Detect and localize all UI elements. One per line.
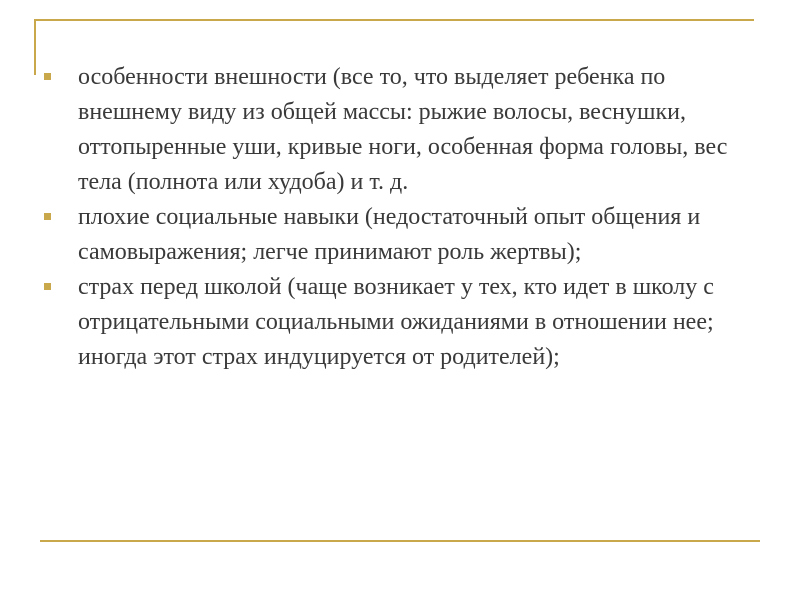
frame-bottom-line xyxy=(40,540,760,542)
frame-left-line xyxy=(34,19,36,75)
bullet-text: страх перед школой (чаще возникает у тех, кто идет в школу с отрицательными социальными ожиданиями в отношении нее; иногда этот страх индуцируется от родителей); xyxy=(78,274,714,370)
bullet-item-school-fear xyxy=(44,270,744,375)
bullet-item-social-skills xyxy=(44,200,744,270)
square-bullet-icon xyxy=(44,213,51,220)
square-bullet-icon xyxy=(44,73,51,80)
slide-body xyxy=(44,60,744,375)
bullet-text: особенности внешности (все то, что выделяет ребенка по внешнему виду из общей массы: рыжие волосы, веснушки, оттопыренные уши, кривые ноги, особенная форма головы, вес тела (полнота или худоба) и т. д. xyxy=(78,64,728,195)
frame-top-line xyxy=(34,19,754,21)
bullet-item-appearance xyxy=(44,60,744,200)
bullet-text: плохие социальные навыки (недостаточный опыт общения и самовыражения; легче принимают роль жертвы); xyxy=(78,204,701,265)
square-bullet-icon xyxy=(44,283,51,290)
bullet-list xyxy=(44,60,744,375)
